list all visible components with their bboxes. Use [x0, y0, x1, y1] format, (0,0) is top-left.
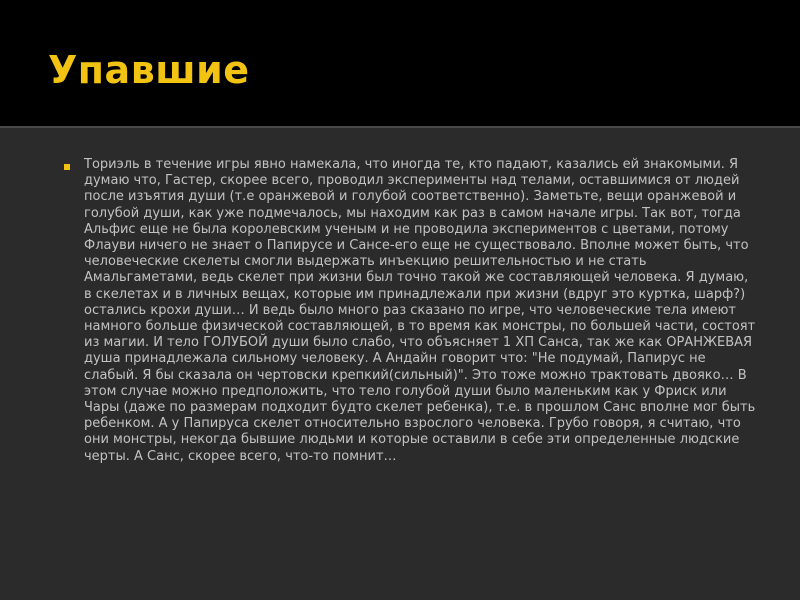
square-bullet-icon	[64, 164, 70, 170]
slide-body	[64, 157, 756, 465]
bullet-item	[64, 157, 756, 465]
title-bar	[0, 0, 800, 126]
bullet-text: Ториэль в течение игры явно намекала, что иногда те, кто падают, казались ей знакомыми. Я думаю что, Гастер, скорее всего, проводил эксперименты над телами, оставшимися от людей после изъятия души (т.е оранжевой и голубой соответственно). Заметьте, вещи оранжевой и голубой души, как уже подмечалось, мы находим как раз в самом начале игры. Так вот, тогда Альфис еще не была королевским ученым и не проводила экспериментов с цветами, потому Флауви ничего не знает о Папирусе и Сансе-его еще не существовало. Вполне может быть, что человеческие скелеты смогли выдержать инъекцию решительностью и не стать Амальгаметами, ведь скелет при жизни был точно такой же составляющей человека. Я думаю, в скелетах и в личных вещах, которые им принадлежали при жизни (вдруг это куртка, шарф?) остались крохи души… И ведь было много раз сказано по игре, что человеческие тела имеют намного больше физической составляющей, в то время как монстры, по большей части, состоят из магии. И тело ГОЛУБОЙ души было слабо, что объясняет 1 ХП Санса, так же как ОРАНЖЕВАЯ душа принадлежала сильному человеку. А Андайн говорит что: "Не подумай, Папирус не слабый. Я бы сказала он чертовски крепкий(сильный)". Это тоже можно трактовать двояко… В этом случае можно предположить, что тело голубой души было маленьким как у Фриск или Чары (даже по размерам подходит будто скелет ребенка), т.е. в прошлом Санс вполне мог быть ребенком. А у Папируса скелет относительно взрослого человека. Грубо говоря, я считаю, что они монстры, некогда бывшие людьми и которые оставили в себе эти определенные людские черты. А Санс, скорее всего, что-то помнит…	[84, 157, 756, 464]
title-divider	[0, 126, 800, 128]
slide-title: Упавшие	[48, 48, 250, 92]
